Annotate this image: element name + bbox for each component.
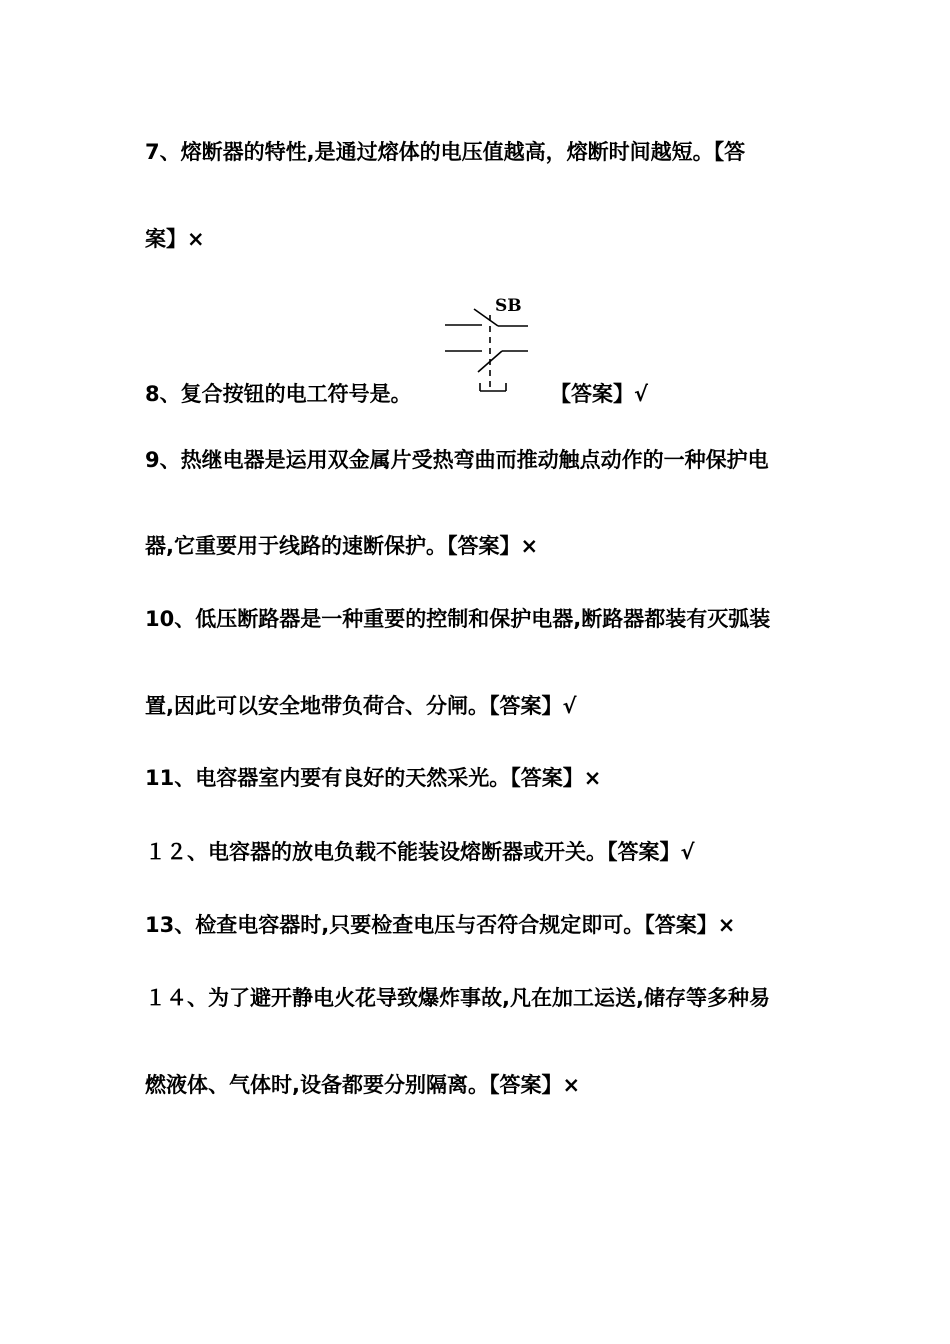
- q10-line-1: 10、低压断路器是一种重要的控制和保护电器,断路器都装有灭弧装: [145, 607, 771, 631]
- q13-line: 13、检查电容器时,只要检查电压与否符合规定即可。【答案】×: [145, 913, 736, 937]
- symbol-label-sb: SB: [495, 296, 522, 316]
- q14-line-2: 燃液体、气体时,设备都要分别隔离。【答案】×: [145, 1073, 581, 1097]
- q8-answer: 【答案】√: [550, 382, 649, 406]
- q7-line-1: 7、熔断器的特性,是通过熔体的电压值越高，熔断时间越短。【答: [145, 140, 746, 164]
- q11-line: 11、电容器室内要有良好的天然采光。【答案】×: [145, 766, 602, 790]
- q9-line-1: 9、热继电器是运用双金属片受热弯曲而推动触点动作的一种保护电: [145, 448, 769, 472]
- q8-text: 8、复合按钮的电工符号是。: [145, 382, 412, 406]
- q7-line-2: 案】×: [145, 227, 205, 251]
- q10-line-2: 置,因此可以安全地带负荷合、分闸。【答案】√: [145, 694, 577, 718]
- q14-line-1: １４、为了避开静电火花导致爆炸事故,凡在加工运送,储存等多种易: [145, 986, 770, 1010]
- q9-line-2: 器,它重要用于线路的速断保护。【答案】×: [145, 534, 539, 558]
- q12-line: １２、电容器的放电负载不能装设熔断器或开关。【答案】√: [145, 840, 695, 864]
- compound-button-symbol-icon: [440, 295, 540, 400]
